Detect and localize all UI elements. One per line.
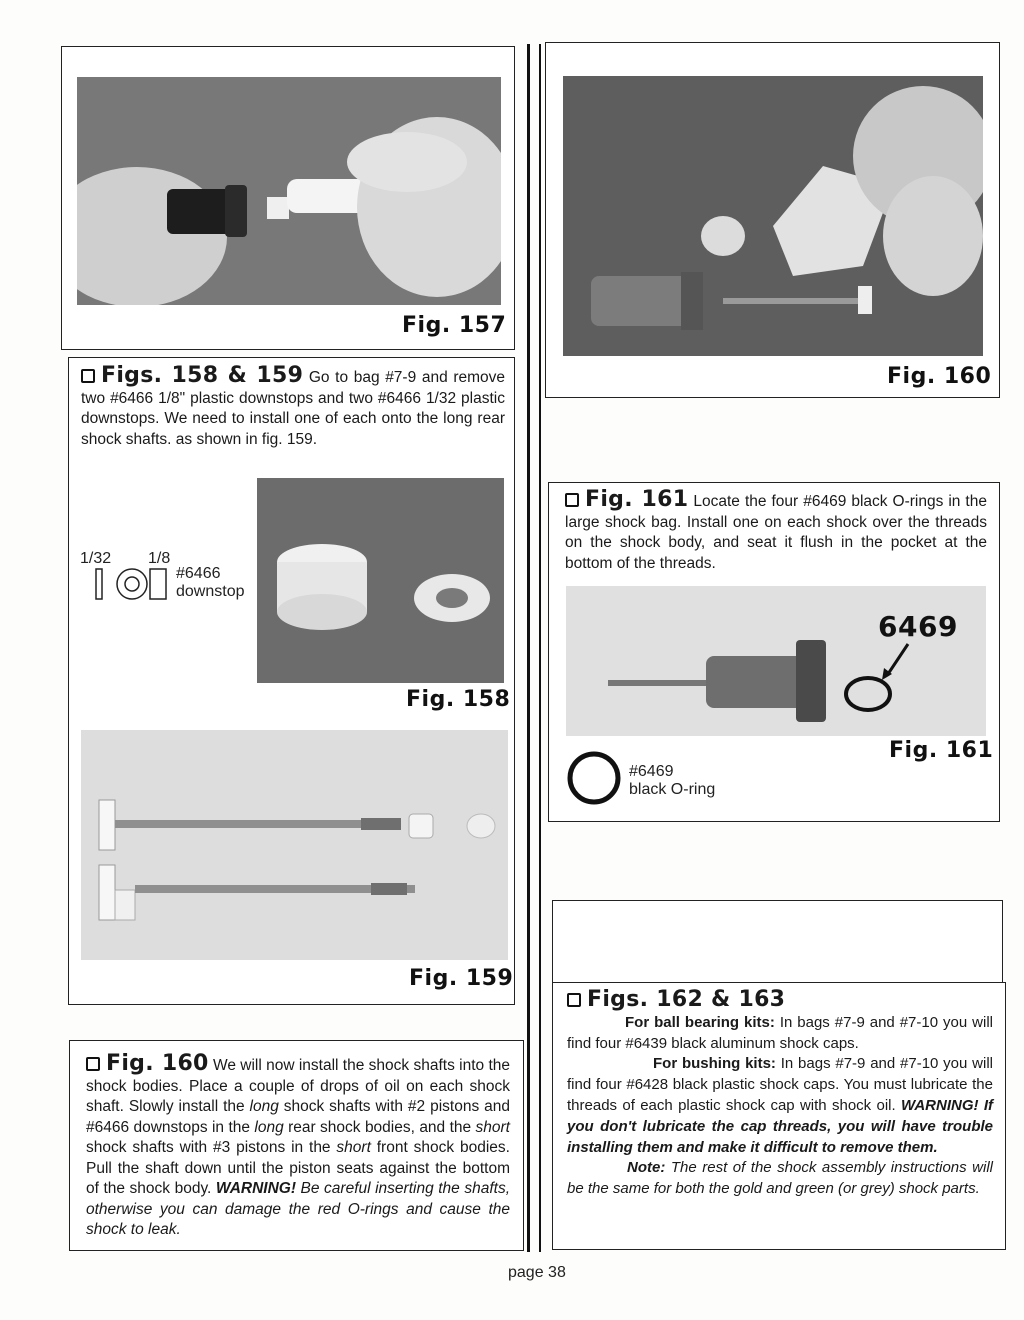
downstop-part-name: downstop (176, 583, 245, 600)
step-158-159-text (81, 363, 506, 450)
ball-bearing-text: In bags #7-9 and #7-10 you will find four #6439 black aluminum shock caps. (567, 1013, 993, 1052)
step-160-heading: Fig. 160 (106, 1051, 209, 1076)
checkbox-icon[interactable] (81, 369, 95, 383)
step-160-em-short-1: short (475, 1118, 510, 1136)
step-158-159-heading: Figs. 158 & 159 (101, 363, 304, 388)
step-160-body-d: shock shafts with #3 pistons in the (86, 1139, 337, 1156)
step-160-em-long-1: long (249, 1098, 279, 1115)
fig-158-label: Fig. 158 (406, 687, 511, 712)
step-158-159-body: Go to bag #7-9 and remove two #6466 1/8" plastic downstops and two #6466 1/32 plastic downstops. We need to install one of each onto the long rear shock shafts. as shown in fig. 159. (81, 369, 506, 448)
downstop-label-1-32: 1/32 (80, 550, 112, 567)
step-162-163-heading: Figs. 162 & 163 (587, 987, 786, 1012)
downstop-label-1-8: 1/8 (148, 550, 171, 567)
step-160-warning-label: WARNING! (215, 1180, 296, 1197)
right-divider (539, 44, 541, 1252)
figs-162-163-top-panel (552, 900, 1003, 985)
fig-161-callout: 6469 (878, 610, 958, 643)
fig-161-photo (566, 586, 986, 736)
step-160-warning-text: Be careful inserting the shafts, otherwise you can damage the red O-rings and cause the shock to leak. (86, 1180, 510, 1238)
ball-bearing-label: For ball bearing kits: (625, 1013, 775, 1031)
step-160-text (86, 1051, 510, 1241)
fig-157-photo (77, 77, 501, 305)
o-ring-icon (566, 750, 622, 806)
bushing-label: For bushing kits: (653, 1055, 776, 1073)
fig-159-photo (81, 730, 508, 960)
step-161-body: Locate the four #6469 black O-rings in the large shock bag. Install one on each shock over the threads on the shock body, and seat it flush in the pocket at the bottom of the threads. (565, 493, 987, 572)
page-number: page 38 (508, 1264, 566, 1281)
step-162-163-text (567, 987, 994, 1200)
o-ring-part-number: #6469 (629, 763, 674, 780)
fig-160-label: Fig. 160 (887, 364, 992, 389)
step-160-em-long-2: long (254, 1118, 284, 1136)
note-text: The rest of the shock assembly instructions will be the same for both the gold and green (or grey) shock parts. (567, 1159, 993, 1198)
cap-warning: WARNING! If you don't lubricate the cap threads, you will have trouble installing them and make it difficult to remove them. (567, 1096, 994, 1156)
bushing-text: In bags #7-9 and #7-10 you will find four #6428 black plastic shock caps. You must lubricate the threads of each plastic shock cap with shock oil. (567, 1055, 993, 1114)
step-160-body-c: rear shock bodies, and the (283, 1118, 476, 1136)
step-161-text (565, 487, 987, 574)
step-161-heading: Fig. 161 (585, 487, 689, 512)
step-160-body-b: shock shafts with #2 pistons and #6466 downstops in the (86, 1098, 510, 1136)
fig-157-label: Fig. 157 (402, 313, 507, 338)
fig-161-label: Fig. 161 (889, 738, 994, 763)
fig-160-photo (563, 76, 983, 356)
step-160-body-e: front shock bodies. Pull the shaft down until the piston seats against the bottom of the shock body. (86, 1139, 510, 1197)
note-label: Note: (627, 1159, 666, 1177)
o-ring-part-name: black O-ring (629, 781, 716, 798)
fig-159-label: Fig. 159 (409, 966, 514, 991)
step-160-em-short-2: short (336, 1139, 371, 1156)
checkbox-icon[interactable] (86, 1057, 100, 1071)
step-160-body-a: We will now install the shock shafts into the shock bodies. Place a couple of drops of oil on each shock shaft. Slowly install the (86, 1057, 510, 1115)
fig-158-photo (257, 478, 504, 683)
downstop-part-number: #6466 (176, 565, 221, 582)
checkbox-icon[interactable] (565, 493, 579, 507)
checkbox-icon[interactable] (567, 993, 581, 1007)
center-divider (527, 44, 530, 1252)
downstop-diagram-icon (94, 566, 174, 602)
